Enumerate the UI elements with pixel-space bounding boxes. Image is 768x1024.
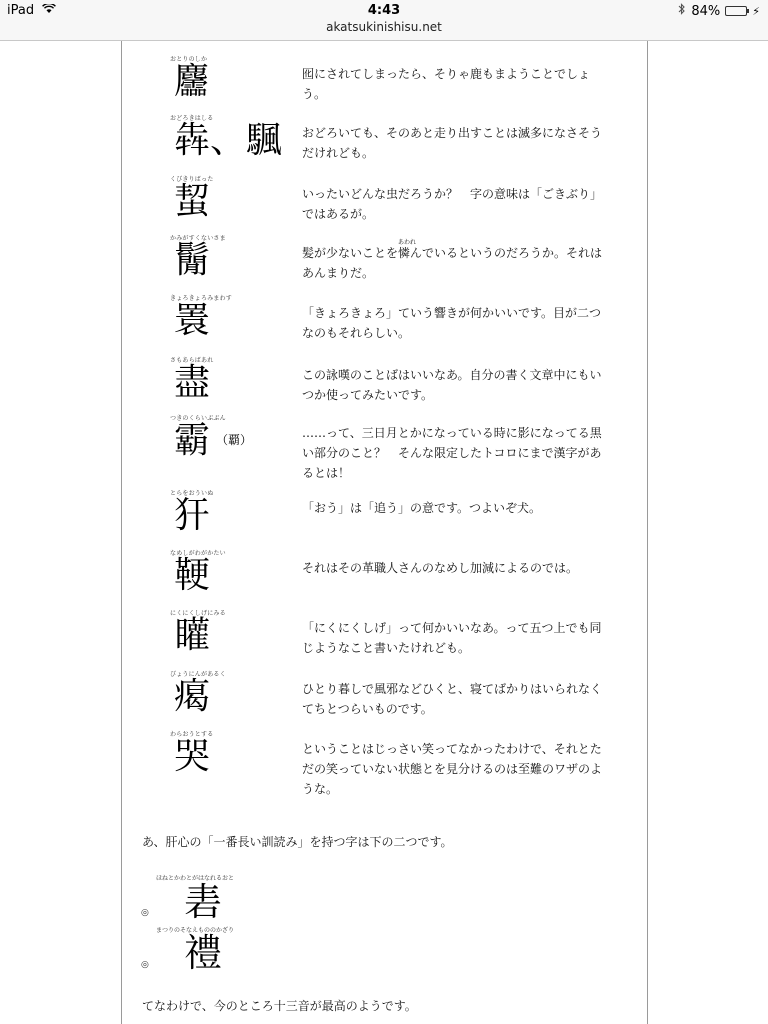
- kanji-entry: [122, 233, 647, 293]
- kanji-text: 盡: [174, 362, 211, 403]
- address-bar[interactable]: akatsukinishisu.net: [326, 20, 442, 34]
- kanji-text: 犇、颿: [174, 120, 283, 161]
- charging-icon: ⚡: [752, 4, 760, 18]
- kanji-character: [174, 61, 211, 102]
- entry-description: 囮にされてしまったら、そりゃ鹿もまようことでしょう。: [302, 67, 591, 101]
- battery-percent: 84%: [691, 3, 721, 19]
- ruby-reading: おとりのしか: [170, 56, 208, 63]
- ruby-reading: なめしがわがかたい: [170, 550, 226, 557]
- kanji-text: 哭: [174, 736, 211, 777]
- kanji-character: [174, 362, 211, 403]
- description-text: んでいるというのだろうか。それはあんまりだ。: [302, 246, 603, 280]
- kanji-character: [174, 495, 211, 536]
- entry-description: いったいどんな虫だろうか？ 字の意味は「ごきぶり」ではあるが。: [302, 187, 603, 221]
- entry-description: 「にくにくしげ」って何かいいなあ。って五つ上でも同じようなこと書いたけれども。: [302, 621, 602, 655]
- description-text: 髪が少ないことを: [302, 246, 399, 260]
- article-content: [121, 41, 648, 1024]
- kanji-character: [174, 181, 211, 222]
- entry-description: それはその革職人さんのなめし加減によるのでは。: [302, 561, 579, 575]
- inline-ruby-base: 憐: [398, 246, 411, 260]
- kanji-text: 麢: [174, 61, 211, 102]
- ruby-reading: とらをおういぬ: [170, 490, 214, 497]
- entry-description: 「おう」は「追う」の意です。つよいぞ犬。: [302, 501, 542, 515]
- kanji-text: 𤸎: [174, 676, 211, 717]
- ruby-reading: かみがすくないさま: [170, 235, 226, 242]
- bluetooth-icon: [678, 3, 686, 19]
- clock: 4:43: [367, 3, 401, 18]
- kanji-character: 禮: [184, 931, 223, 975]
- kanji-entry: [122, 488, 647, 548]
- kanji-character: [174, 420, 253, 461]
- kanji-text: 矔: [174, 615, 211, 656]
- kanji-entry: [122, 729, 647, 796]
- circle-mark: ◎: [141, 908, 149, 918]
- entry-description: ということはじっさい笑ってなかったわけで、それとただの笑っていない状態とを見分けるのは至難のワザのような。: [302, 742, 603, 796]
- entry-description: ……って、三日月とかになっている時に影になってる黒い部分のこと？ そんな限定したトコロにまで漢字があるとは！: [302, 426, 602, 480]
- ruby-reading: びょうにんがあるく: [170, 671, 226, 678]
- kanji-character: 砉: [184, 880, 223, 924]
- entry-description: 「きょろきょろ」ていう響きが何かいいです。目が二つなのもそれらしい。: [302, 306, 602, 340]
- entry-description: ひとり暮しで風邪などひくと、寝てばかりはいられなくてちとつらいものです。: [302, 682, 603, 716]
- ruby-reading: くびきりばった: [170, 176, 214, 183]
- ruby-reading: ほねとかわとがはなれるおと: [156, 875, 235, 882]
- entry-description: [302, 239, 607, 283]
- kanji-text: 犴: [174, 495, 211, 536]
- ruby-reading: さもあらばあれ: [170, 357, 214, 364]
- paragraph-intro: あ、肝心の「一番長い訓読み」を持つ字は下の二つです。: [142, 835, 453, 849]
- paragraph-conclusion: てなわけで、今のところ十三音が最高のようです。: [142, 999, 417, 1013]
- kanji-entry: [122, 548, 647, 608]
- ruby-reading: わらおうとする: [170, 731, 214, 738]
- entry-description: この詠嘆のことばはいいなあ。自分の書く文章中にもいつか使ってみたいです。: [302, 368, 602, 402]
- status-bar: [0, 0, 768, 41]
- ruby-reading: まつりのそなえもののかざり: [156, 927, 235, 934]
- device-name: iPad: [7, 3, 35, 18]
- alternate-form: （覇）: [216, 433, 253, 447]
- kanji-character: [174, 120, 283, 161]
- kanji-entry: [122, 174, 647, 234]
- kanji-character: [174, 615, 211, 656]
- kanji-text: 蛪: [174, 181, 211, 222]
- kanji-character: [174, 676, 211, 717]
- status-right: [678, 3, 760, 19]
- kanji-entry: [122, 54, 647, 114]
- kanji-character: [174, 555, 211, 596]
- kanji-text: 霸: [174, 420, 211, 461]
- kanji-entry: [122, 355, 647, 415]
- kanji-text: 鞕: [174, 555, 211, 596]
- ruby-reading: つきのくらいぶぶん: [170, 415, 226, 422]
- kanji-entry: [122, 669, 647, 729]
- battery-icon: [725, 6, 747, 16]
- circle-mark: ◎: [141, 960, 149, 970]
- kanji-entry: [122, 113, 647, 173]
- kanji-character: [174, 300, 211, 341]
- inline-ruby-text: あわれ: [398, 239, 417, 246]
- kanji-character: [174, 736, 211, 777]
- ruby-reading: おどろきはしる: [170, 115, 214, 122]
- kanji-character: [174, 240, 211, 281]
- ruby-reading: きょろきょろみまわす: [170, 295, 233, 302]
- kanji-entry: [122, 293, 647, 353]
- kanji-text: 瞏: [174, 300, 211, 341]
- inline-ruby: [398, 239, 417, 263]
- ruby-reading: にくにくしげにみる: [170, 610, 226, 617]
- entry-description: おどろいても、そのあと走り出すことは滅多になさそうだけれども。: [302, 126, 603, 160]
- kanji-entry: [122, 413, 647, 480]
- kanji-text: 鬜: [174, 240, 211, 281]
- kanji-entry: [122, 608, 647, 668]
